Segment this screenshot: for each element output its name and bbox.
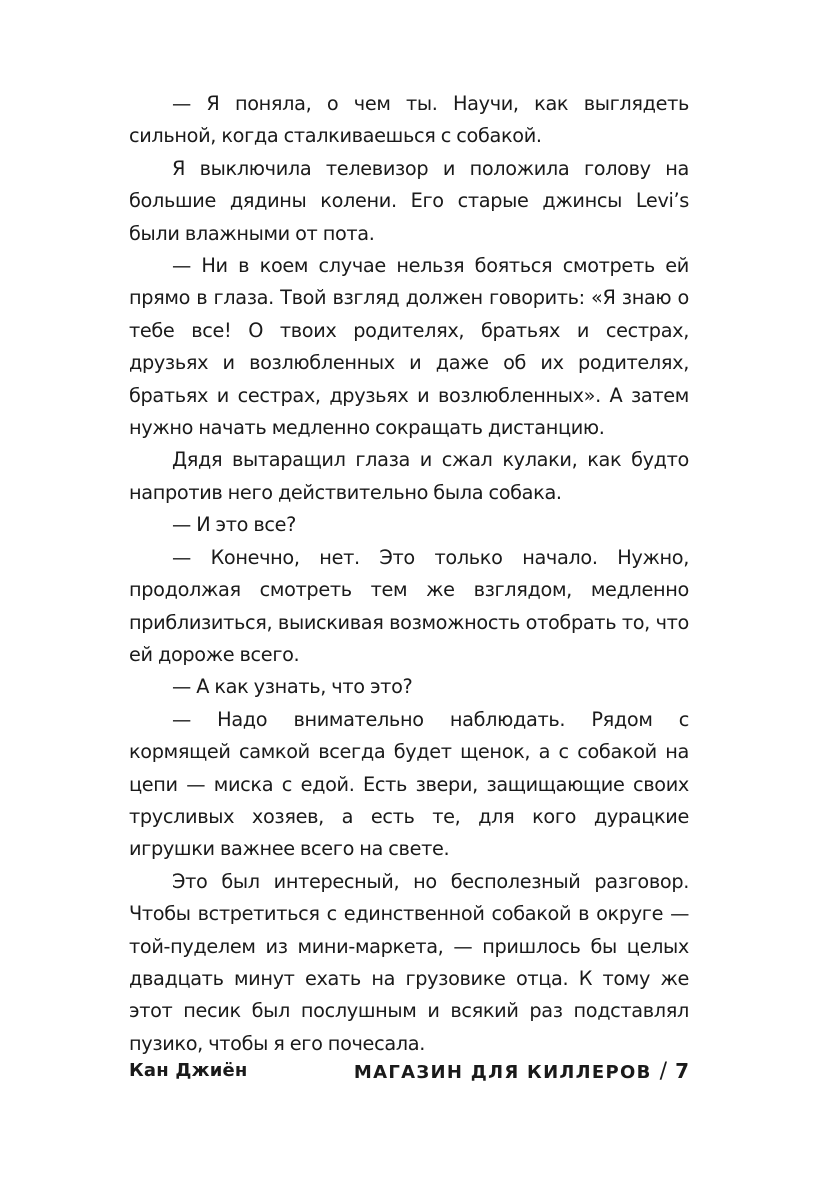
page-number: 7 [675, 1059, 689, 1083]
page-footer [129, 1055, 689, 1087]
paragraph: — Ни в коем случае нельзя бояться смотреть ей прямо в глаза. Твой взгляд должен говорить: «Я знаю о тебе все! О твоих родителях, братьях и сестрах, друзьях и возлюбленных и даже об их родителях, братьях и сестрах, друзьях и возлюбленных». А затем нужно начать медленно сокращать дистанцию. [129, 254, 689, 440]
paragraph: — Я поняла, о чем ты. Научи, как выглядеть сильной, когда сталкиваешься с собакой. [129, 92, 689, 148]
footer-right-group [354, 1055, 689, 1089]
footer-author: Кан Джиён [129, 1060, 248, 1081]
paragraph: — Надо внимательно наблюдать. Рядом с кормящей самкой всегда будет щенок, а с собакой на цепи — миска с едой. Есть звери, защищающие своих трусливых хозяев, а есть те, для кого дурацкие игрушки важнее всего на свете. [129, 707, 689, 861]
paragraph: — Конечно, нет. Это только начало. Нужно, продолжая смотреть тем же взглядом, медленно приблизиться, выискивая возможность отобрать то, что ей дороже всего. [129, 545, 689, 666]
paragraph: — И это все? [172, 513, 297, 537]
paragraph: Я выключила телевизор и положила голову на большие дядины колени. Его старые джинсы Levi’s были влажными от пота. [129, 156, 689, 245]
page-body-text [129, 88, 689, 1060]
paragraph: — А как узнать, что это? [172, 675, 413, 699]
paragraph: Дядя вытаращил глаза и сжал кулаки, как будто напротив него действительно была собака. [129, 448, 689, 504]
paragraph: Это был интересный, но бесполезный разговор. Чтобы встретиться с единственной собакой в округе — той-пуделем из мини-маркета, — пришлось бы целых двадцать минут ехать на грузовике отца. К тому же этот песик был послушным и всякий раз подставлял пузико, чтобы я его почесала. [129, 869, 689, 1055]
footer-separator: / [659, 1059, 668, 1084]
footer-book-title: МАГАЗИН ДЛЯ КИЛЛЕРОВ [353, 1062, 652, 1083]
